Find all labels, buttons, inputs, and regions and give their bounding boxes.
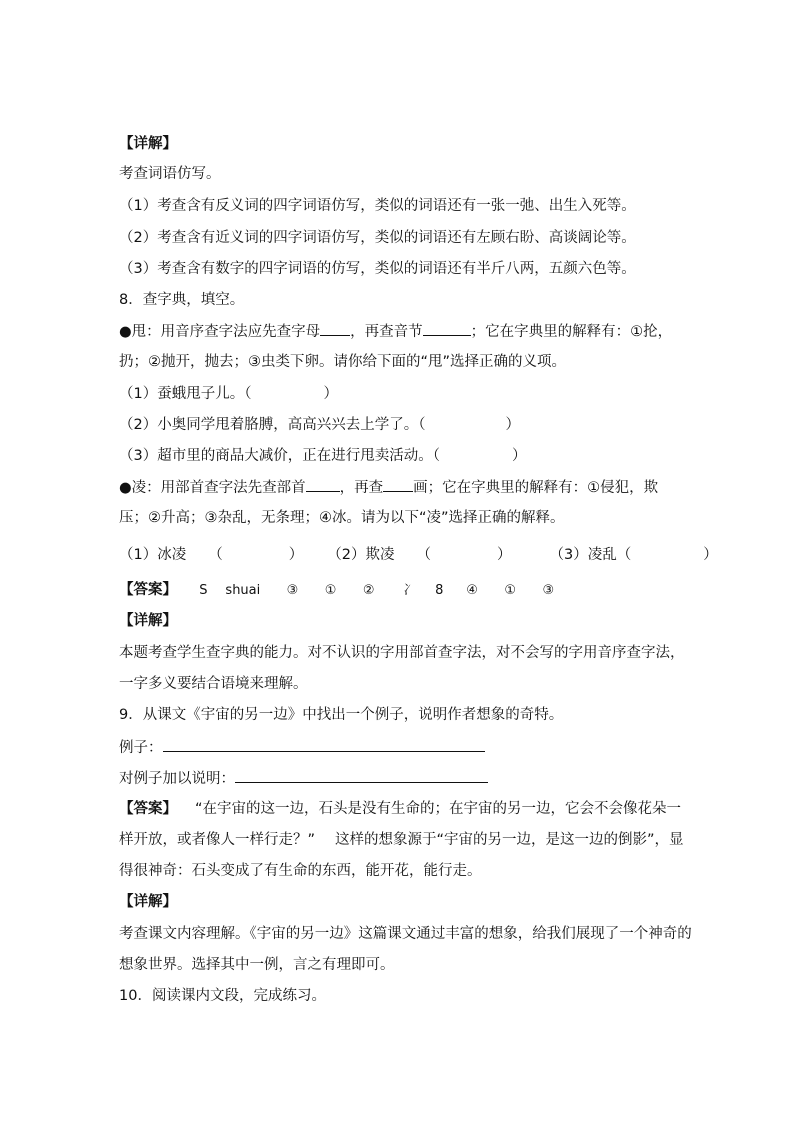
ling-opt-2: （2）欺凌 (327, 547, 395, 563)
ling-opt-3-close: ） (703, 547, 718, 563)
shuai-sub-3 (119, 446, 526, 466)
question-8-title: 8．查字典，填空。 (119, 292, 245, 308)
q9-detail-line1: 考查课文内容理解。《宇宙的另一边》这篇课文通过丰富的想象，给我们展现了一个神奇的 (119, 926, 692, 942)
detail-item-1: （1）考查含有反义词的四字词语仿写，类似的词语还有一张一弛、出生入死等。 (119, 198, 636, 214)
answer-7: 8 (435, 583, 444, 598)
q8-detail-line1: 本题考查学生查字典的能力。对不认识的字用部首查字法，对不会写的字用音序查字法， (119, 645, 685, 661)
shuai-text-c: ；它在字典里的解释有：①抡， (470, 324, 673, 340)
answer-1: S (199, 583, 208, 598)
answer-3: ③ (286, 583, 299, 598)
stroke-blank[interactable] (383, 477, 413, 492)
detail-item-2: （2）考查含有近义词的四字词语仿写，类似的词语还有左顾右盼、高谈阔论等。 (119, 230, 636, 246)
shuai-text-a: ●甩：用音序查字法应先查字母 (119, 324, 321, 340)
ling-text-a: ●凌：用部首查字法先查部首 (119, 480, 306, 496)
ling-instruction (119, 477, 658, 498)
radical-blank[interactable] (306, 477, 340, 492)
ling-opt-1-open: （ (208, 547, 223, 563)
question-9-title: 9．从课文《宇宙的另一边》中找出一个例子，说明作者想象的奇特。 (119, 707, 564, 723)
ling-instruction-line2: 压；②升高；③杂乱，无条理；④冰。请为以下“凌”选择正确的解释。 (119, 510, 565, 526)
answer-2: shuai (225, 583, 261, 598)
explain-label: 对例子加以说明： (119, 771, 235, 787)
answer-9: ① (504, 583, 517, 598)
q9-answer-line3: 得很神奇：石头变成了有生命的东西，能开花，能行走。 (119, 863, 482, 879)
sub2-close: ） (505, 417, 520, 433)
q9-answer-text2a: 样开放，或者像人一样行走？” (119, 832, 316, 848)
q9-detail-line2: 想象世界。选择其中一例，言之有理即可。 (119, 957, 395, 973)
detail-intro: 考查词语仿写。 (119, 166, 221, 182)
q8-detail-heading: 【详解】 (119, 613, 177, 629)
answer-5: ② (362, 583, 375, 598)
detail-heading: 【详解】 (119, 136, 177, 152)
example-blank[interactable] (163, 737, 485, 752)
shuai-sub-1 (119, 384, 338, 404)
q9-answer-text1: “在宇宙的这一边，石头是没有生命的；在宇宙的另一边，它会不会像花朵一 (195, 801, 682, 817)
q8-answer-row (119, 580, 563, 601)
syllable-blank[interactable] (423, 321, 471, 336)
sub2-text: （2）小奥同学甩着胳膊，高高兴兴去上学了。（ (119, 417, 426, 433)
sub1-text: （1）蚕蛾甩子儿。（ (119, 386, 252, 402)
ling-opt-1-close: ） (288, 547, 304, 563)
example-row (119, 737, 485, 758)
q8-detail-line2: 一字多义要结合语境来理解。 (119, 676, 308, 692)
shuai-sub-2 (119, 415, 520, 435)
ling-opt-1: （1）冰凌 (119, 547, 187, 563)
q9-answer-label: 【答案】 (119, 801, 177, 817)
answer-label: 【答案】 (119, 582, 177, 598)
sub3-close: ） (511, 448, 527, 464)
answer-8: ④ (466, 583, 478, 598)
ling-options (119, 545, 718, 565)
sub3-text: （3）超市里的商品大减价，正在进行甩卖活动。（ (119, 448, 440, 464)
q9-detail-heading: 【详解】 (119, 894, 177, 910)
ling-text-b: ，再查 (339, 480, 384, 496)
example-label: 例子： (119, 740, 163, 756)
q9-answer-line1 (119, 799, 681, 819)
q9-answer-text2b: 这样的想象源于“宇宙的另一边，是这一边的倒影”，显 (335, 832, 684, 848)
q9-answer-line2 (119, 830, 684, 850)
answer-6: 冫 (402, 583, 416, 598)
letter-blank[interactable] (320, 321, 350, 336)
detail-item-3: （3）考查含有数字的四字词语的仿写，类似的词语还有半斤八两，五颜六色等。 (119, 261, 636, 277)
shuai-text-b: ，再查音节 (350, 324, 423, 340)
answer-4: ① (324, 583, 337, 598)
shuai-instruction (119, 321, 672, 342)
explain-row (119, 768, 488, 789)
answer-10: ③ (542, 583, 555, 598)
ling-opt-2-open: （ (416, 547, 431, 563)
explain-blank[interactable] (235, 768, 488, 783)
ling-opt-2-close: ） (496, 547, 512, 563)
question-10-title: 10．阅读课内文段，完成练习。 (119, 988, 326, 1004)
ling-text-c: 画；它在字典里的解释有：①侵犯，欺 (413, 480, 659, 496)
ling-opt-3: （3）凌乱（ (549, 547, 632, 563)
sub1-close: ） (323, 386, 338, 402)
shuai-instruction-line2: 扔；②抛开，抛去；③虫类下卵。请你给下面的“甩”选择正确的义项。 (119, 354, 567, 370)
